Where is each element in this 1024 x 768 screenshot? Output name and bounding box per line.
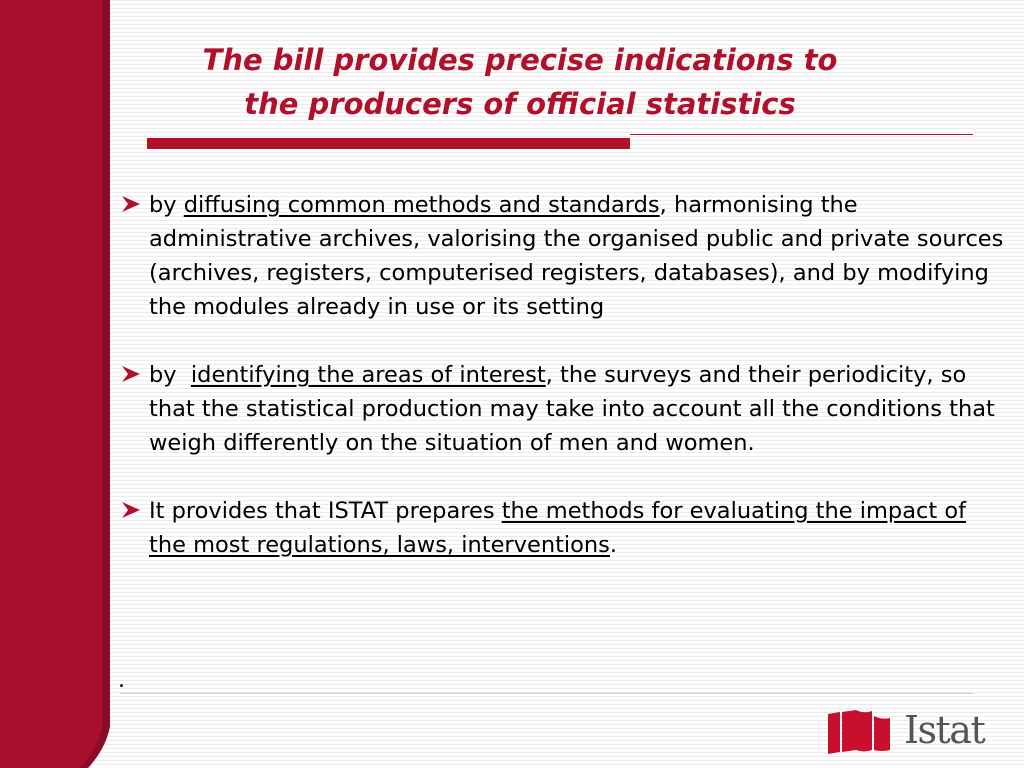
arrow-bullet-icon [120, 500, 142, 520]
bullet-3-underlined: the methods for evaluating the impact of the most regulations, laws, interventions [149, 498, 967, 558]
bullet-2-text: , the surveys and their periodicity, so that the statistical production may take into account all the conditions that weigh differently on the situation of men and women. [149, 362, 995, 456]
sidebar-decoration [0, 0, 120, 768]
bullet-2-underlined: identifying the areas of interest [190, 362, 546, 388]
bullet-1-text: , harmonising the administrative archives, valorising the organised public and private sources (archives, registers, computerised registers, databases), and by modifying the modules already in use or its setting [149, 192, 1004, 320]
title-underline-thick [147, 138, 630, 149]
istat-logo-text: Istat [904, 708, 985, 752]
bullet-2-prefix: by [149, 362, 191, 388]
trailing-dot: . [118, 668, 125, 693]
title-line-2: the producers of official statistics [244, 87, 796, 121]
bullet-1-prefix: by [149, 192, 184, 218]
page-title [150, 38, 890, 126]
title-line-1: The bill provides precise indications to [202, 43, 838, 77]
bullet-3-prefix: It provides that ISTAT prepares [149, 498, 502, 524]
arrow-bullet-icon [120, 194, 142, 214]
bullet-list [120, 188, 1010, 596]
bullet-item-3 [120, 494, 1010, 562]
bullet-1-underlined: diffusing common methods and standards [183, 192, 660, 218]
footer-divider [120, 693, 973, 694]
title-underline-thin [630, 134, 973, 135]
arrow-bullet-icon [120, 364, 142, 384]
bullet-item-2 [120, 358, 1010, 460]
bullet-item-1 [120, 188, 1010, 324]
bullet-3-text: . [609, 532, 618, 558]
